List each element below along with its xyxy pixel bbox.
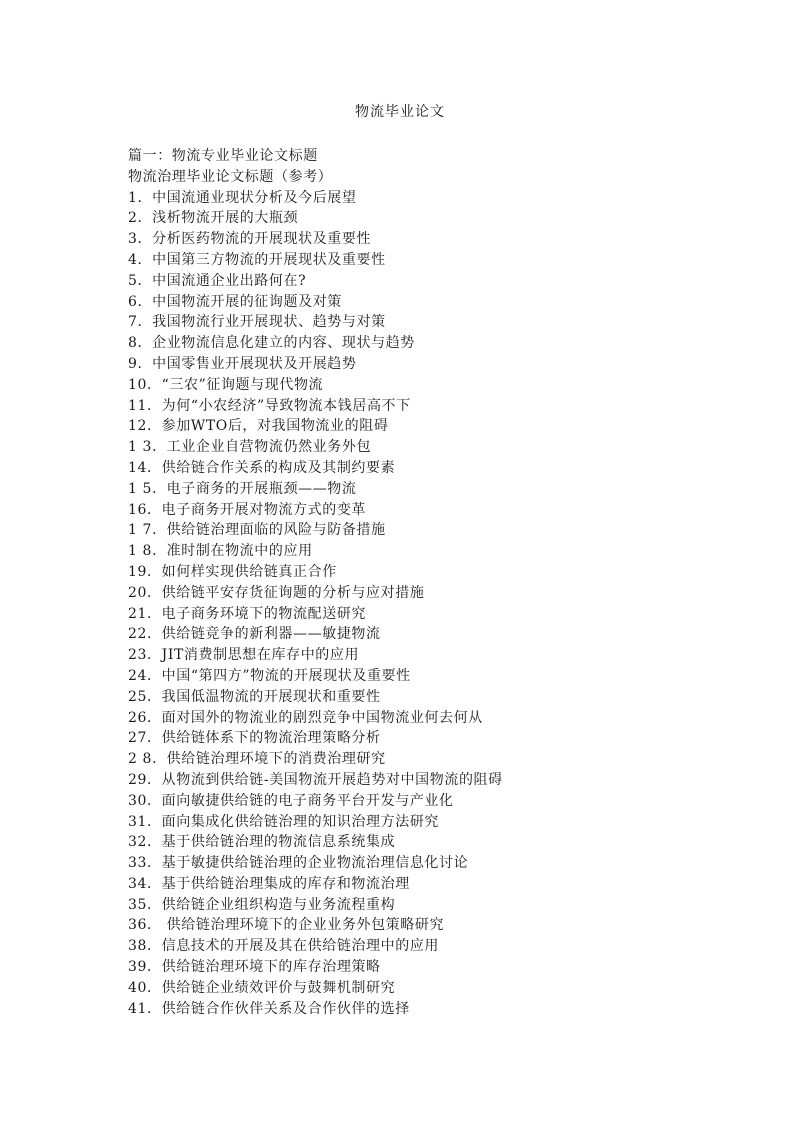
list-item-text: 面向集成化供给链治理的知识治理方法研究 — [161, 813, 440, 830]
list-item-text: 供给链平安存货征询题的分析与应对措施 — [161, 584, 425, 601]
list-item-number: 2． — [128, 210, 153, 227]
list-item-number: 39． — [128, 959, 162, 976]
list-item — [128, 624, 748, 645]
list-item-number: 34． — [128, 875, 162, 892]
list-item-number: 1 7． — [128, 522, 167, 539]
document-body — [128, 146, 748, 1019]
list-item-number: 23． — [128, 647, 162, 664]
list-item-number: 32． — [128, 834, 162, 851]
list-item-text: 供给链治理环境下的消费治理研究 — [166, 751, 386, 768]
list-item-number: 2 8． — [128, 751, 167, 768]
list-item — [128, 520, 748, 541]
list-item-text: 电子商务开展对物流方式的变革 — [161, 501, 367, 518]
list-item — [128, 271, 748, 292]
list-item-number: 30． — [128, 792, 162, 809]
list-item-number: 36． — [128, 917, 162, 934]
list-item — [128, 312, 748, 333]
list-item — [128, 874, 748, 895]
list-item — [128, 853, 748, 874]
list-item-text: 从物流到供给链-美国物流开展趋势对中国物流的阻碍 — [161, 771, 503, 788]
list-item — [128, 999, 748, 1020]
list-item-number: 27． — [128, 730, 162, 747]
list-item — [128, 416, 748, 437]
list-item-number: 8． — [128, 335, 153, 352]
list-item — [128, 354, 748, 375]
list-item — [128, 500, 748, 521]
list-item — [128, 375, 748, 396]
list-item — [128, 666, 748, 687]
list-item-text: 面向敏捷供给链的电子商务平台开发与产业化 — [161, 792, 454, 809]
list-item-text: 供给链治理环境下的企业业务外包策略研究 — [161, 917, 445, 934]
list-item-number: 1． — [128, 189, 153, 206]
list-item-text: 中国第三方物流的开展现状及重要性 — [152, 251, 386, 268]
list-item — [128, 396, 748, 417]
list-item-number: 25． — [128, 688, 162, 705]
list-item-text: 工业企业自营物流仍然业务外包 — [166, 439, 372, 456]
list-item-number: 10． — [128, 376, 162, 393]
list-item — [128, 936, 748, 957]
list-item-text: 中国物流开展的征询题及对策 — [152, 293, 342, 310]
list-item-text: 面对国外的物流业的剧烈竞争中国物流业何去何从 — [161, 709, 483, 726]
list-item-text: 供给链合作伙伴关系及合作伙伴的选择 — [161, 1000, 410, 1017]
list-item-text: 分析医药物流的开展现状及重要性 — [152, 231, 372, 248]
list-item-text: 我国物流行业开展现状、趋势与对策 — [152, 314, 386, 331]
list-item-text: 电子商务环境下的物流配送研究 — [161, 605, 367, 622]
list-item — [128, 915, 748, 936]
list-item-text: 信息技术的开展及其在供给链治理中的应用 — [161, 938, 440, 955]
list-item-text: 基于供给链治理集成的库存和物流治理 — [161, 875, 410, 892]
list-item-number: 20． — [128, 584, 162, 601]
list-item-text: 如何样实现供给链真正合作 — [161, 563, 337, 580]
list-item-number: 24． — [128, 667, 162, 684]
list-item-number: 38． — [128, 938, 162, 955]
list-item — [128, 188, 748, 209]
list-item — [128, 728, 748, 749]
list-item-text: 参加WTO后，对我国物流业的阻碍 — [161, 418, 389, 435]
list-item-text: 供给链合作关系的构成及其制约要素 — [161, 459, 396, 476]
list-item-number: 12． — [128, 418, 162, 435]
list-item-text: 基于敏捷供给链治理的企业物流治理信息化讨论 — [161, 855, 469, 872]
list-item-text: 中国流通业现状分析及今后展望 — [152, 189, 357, 206]
list-item-number: 19． — [128, 563, 162, 580]
list-item-text: 中国流通企业出路何在? — [152, 272, 307, 289]
list-item-text: 中国零售业开展现状及开展趋势 — [152, 355, 357, 372]
section-heading: 篇一：物流专业毕业论文标题 — [128, 148, 318, 164]
list-item — [128, 645, 748, 666]
list-item-text: 准时制在物流中的应用 — [166, 543, 313, 560]
list-item-number: 3． — [128, 231, 153, 248]
list-item — [128, 812, 748, 833]
list-item-text: 供给链竞争的新利器——敏捷物流 — [161, 626, 381, 643]
title-list — [128, 188, 748, 1020]
list-item — [128, 978, 748, 999]
list-item — [128, 250, 748, 271]
list-item — [128, 895, 748, 916]
list-item — [128, 541, 748, 562]
list-item — [128, 604, 748, 625]
list-item — [128, 832, 748, 853]
document-title: 物流毕业论文 — [355, 104, 445, 120]
list-item — [128, 208, 748, 229]
list-item — [128, 749, 748, 770]
list-item-text: 供给链治理面临的风险与防备措施 — [166, 522, 386, 539]
list-item-number: 31． — [128, 813, 162, 830]
list-item-text: 中国“第四方”物流的开展现状及重要性 — [161, 667, 411, 684]
list-item-text: 基于供给链治理的物流信息系统集成 — [161, 834, 396, 851]
list-item-text: 供给链治理环境下的库存治理策略 — [161, 959, 381, 976]
list-item — [128, 229, 748, 250]
list-item — [128, 479, 748, 500]
list-item — [128, 791, 748, 812]
list-item-text: 浅析物流开展的大瓶颈 — [152, 210, 299, 227]
list-item — [128, 458, 748, 479]
list-item-number: 1 5． — [128, 480, 167, 497]
list-item-number: 11． — [128, 397, 162, 414]
list-item-text: 供给链体系下的物流治理策略分析 — [161, 730, 381, 747]
list-item-number: 40． — [128, 979, 162, 996]
list-item-text: “三农”征询题与现代物流 — [161, 376, 324, 393]
list-item — [128, 957, 748, 978]
list-item-text: 供给链企业组织构造与业务流程重构 — [161, 896, 396, 913]
list-item — [128, 687, 748, 708]
list-item-number: 4． — [128, 251, 153, 268]
list-item-text: 为何“小农经济”导致物流本钱居高不下 — [161, 397, 411, 414]
list-item-number: 26． — [128, 709, 162, 726]
list-item-number: 1 3． — [128, 439, 167, 456]
list-item-text: 我国低温物流的开展现状和重要性 — [161, 688, 381, 705]
list-item-number: 6． — [128, 293, 153, 310]
list-item-text: JIT消费制思想在库存中的应用 — [161, 647, 360, 664]
list-item-number: 41． — [128, 1000, 162, 1017]
list-item-text: 企业物流信息化建立的内容、现状与趋势 — [152, 335, 415, 352]
list-item-number: 7． — [128, 314, 153, 331]
list-item-number: 9． — [128, 355, 153, 372]
list-item — [128, 562, 748, 583]
sub-heading: 物流治理毕业论文标题（参考） — [128, 168, 333, 185]
list-item-number: 22． — [128, 626, 162, 643]
list-item-number: 29． — [128, 771, 162, 788]
list-item — [128, 292, 748, 313]
list-item — [128, 437, 748, 458]
list-item-text: 电子商务的开展瓶颈——物流 — [166, 480, 357, 497]
list-item — [128, 770, 748, 791]
list-item — [128, 708, 748, 729]
list-item-number: 21． — [128, 605, 162, 622]
list-item — [128, 583, 748, 604]
list-item-number: 14． — [128, 459, 162, 476]
list-item-number: 5． — [128, 272, 153, 289]
list-item-number: 35． — [128, 896, 162, 913]
list-item-text: 供给链企业绩效评价与鼓舞机制研究 — [161, 979, 396, 996]
list-item-number: 16． — [128, 501, 162, 518]
list-item-number: 1 8． — [128, 543, 167, 560]
list-item-number: 33． — [128, 855, 162, 872]
list-item — [128, 333, 748, 354]
